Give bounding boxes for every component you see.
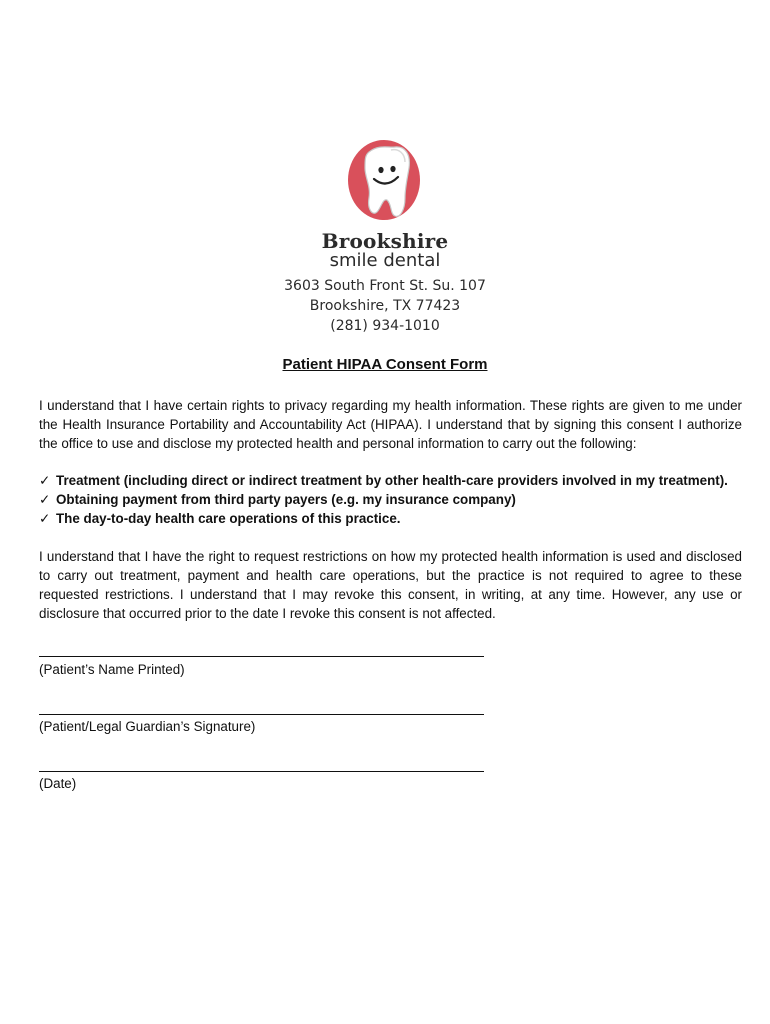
consent-checklist <box>39 471 759 528</box>
date-label: (Date) <box>39 776 77 791</box>
patient-name-line[interactable] <box>39 656 484 657</box>
checklist-item-text: The day-to-day health care operations of this practice. <box>56 511 401 526</box>
address-street: 3603 South Front St. Su. 107 <box>284 278 486 294</box>
brand-name: Brookshire <box>321 229 449 253</box>
checklist-item-text: Obtaining payment from third party payers (e.g. my insurance company) <box>56 492 516 507</box>
intro-paragraph: I understand that I have certain rights to privacy regarding my health information. These rights are given to me under the Health Insurance Portability and Accountability Act (HIPAA). I understand that by signing this consent I authorize the office to use and disclose my protected health and personal information to carry out the following: <box>39 398 742 451</box>
brand-subtitle: smile dental <box>329 250 441 271</box>
checklist-item <box>39 471 759 490</box>
smiling-tooth-icon <box>345 138 425 222</box>
form-title: Patient HIPAA Consent Form <box>282 356 488 373</box>
signature-line[interactable] <box>39 714 484 715</box>
address-phone: (281) 934-1010 <box>330 318 440 334</box>
checkmark-icon: ✓ <box>39 492 51 507</box>
checklist-item <box>39 509 759 528</box>
restrictions-paragraph: I understand that I have the right to request restrictions on how my protected health information is used and disclosed to carry out treatment, payment and health care operations, but the practice is not required to agree to these requested restrictions. I understand that I may revoke this consent, in writing, at any time. However, any use or disclosure that occurred prior to the date I revoke this consent is not affected. <box>39 549 742 621</box>
patient-name-label: (Patient’s Name Printed) <box>39 662 185 677</box>
checklist-item <box>39 490 759 509</box>
checkmark-icon: ✓ <box>39 473 51 488</box>
checkmark-icon: ✓ <box>39 511 51 526</box>
checklist-item-text: Treatment (including direct or indirect treatment by other health-care providers involved in my treatment). <box>56 473 728 488</box>
address-city: Brookshire, TX 77423 <box>309 298 461 314</box>
date-line[interactable] <box>39 771 484 772</box>
signature-label: (Patient/Legal Guardian’s Signature) <box>39 719 256 734</box>
